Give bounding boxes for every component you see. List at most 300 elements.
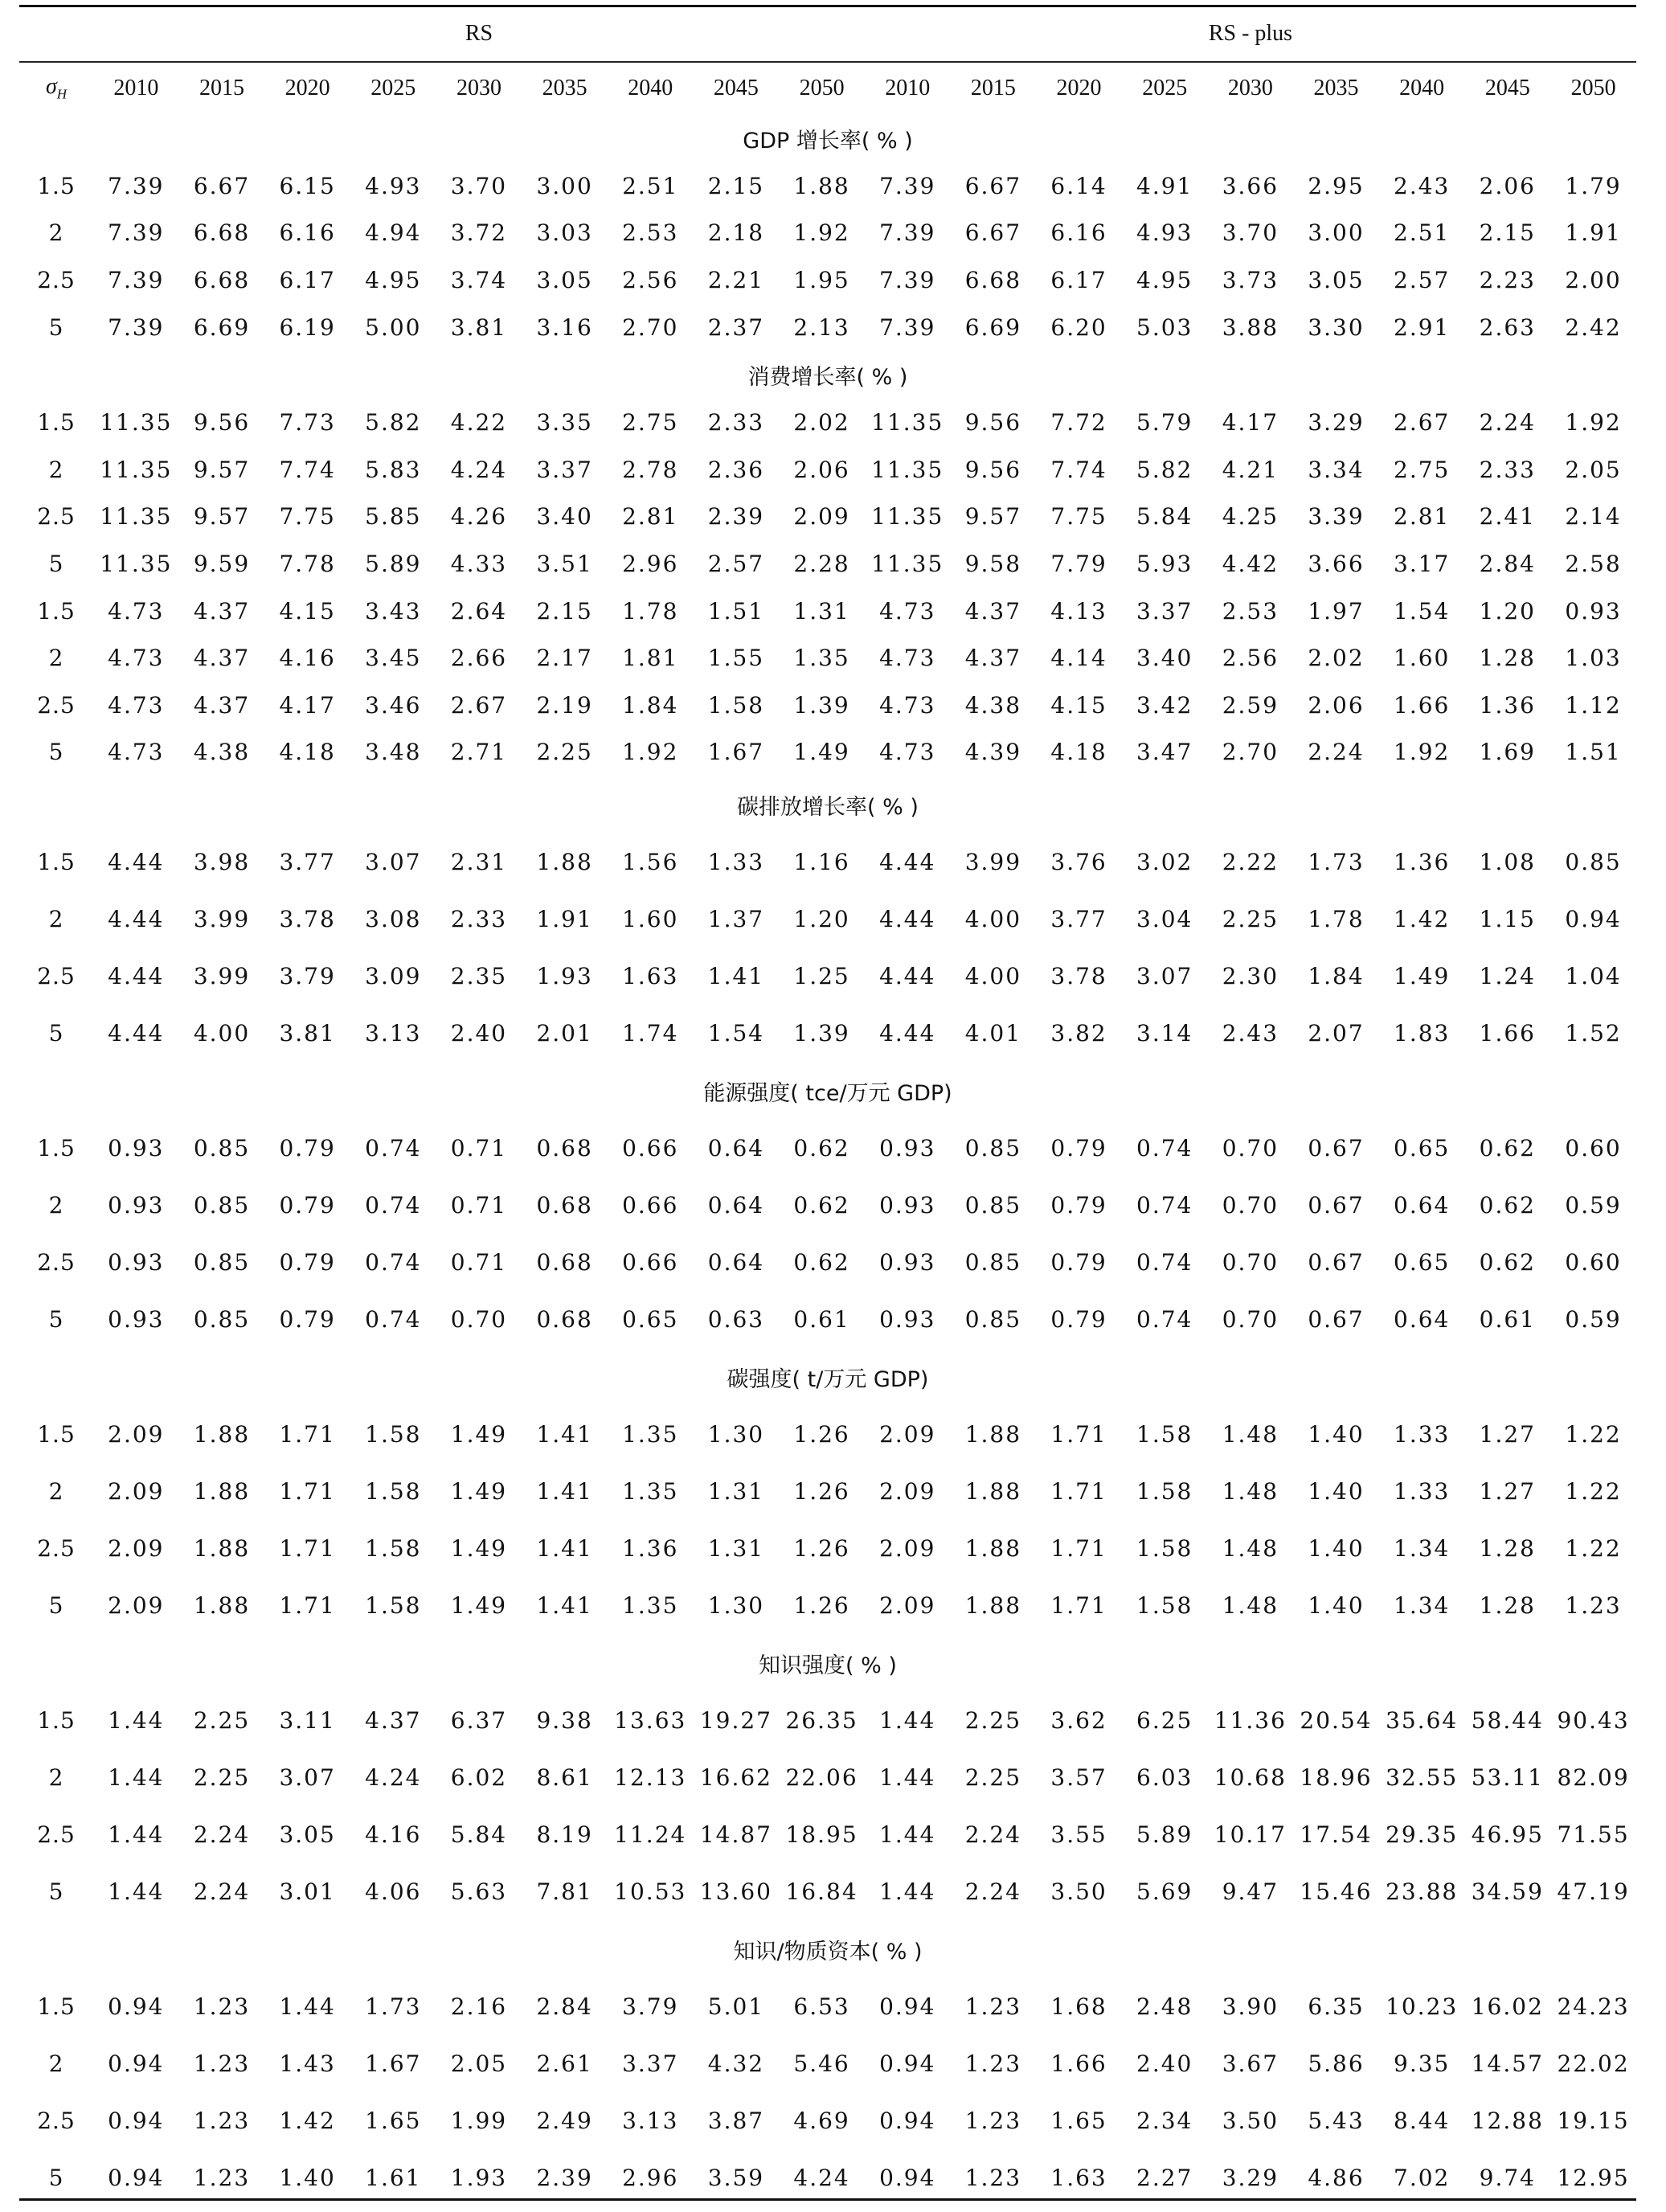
table-cell: 5.83: [365, 456, 422, 483]
table-cell: 2.25: [964, 1707, 1022, 1735]
table-cell: 3.34: [1308, 456, 1365, 483]
section-title-row: [19, 350, 1636, 399]
table-cell: 1.44: [108, 1878, 165, 1906]
table-cell: 3.00: [536, 172, 593, 199]
table-cell: 1.44: [108, 1821, 165, 1849]
table-body: [19, 114, 1636, 2206]
sigma-subscript: H: [56, 86, 68, 102]
table-row: [19, 1520, 1636, 1577]
table-cell: 1.35: [622, 1478, 679, 1505]
table-cell: 2.24: [193, 1878, 251, 1906]
sigma-value-cell: 2: [48, 1764, 64, 1792]
group-header-rs: RS: [465, 21, 493, 46]
table-cell: 4.73: [108, 597, 165, 625]
sigma-value-cell: 5: [48, 2165, 64, 2192]
table-cell: 2.35: [450, 963, 508, 990]
table-cell: 1.42: [279, 2108, 336, 2135]
table-cell: 4.95: [365, 266, 422, 293]
table-cell: 4.32: [707, 2050, 765, 2078]
table-cell: 3.05: [1308, 266, 1365, 293]
section-title-row: [19, 1062, 1636, 1120]
table-cell: 1.03: [1565, 645, 1622, 672]
table-cell: 0.74: [365, 1249, 422, 1276]
table-cell: 0.74: [1136, 1135, 1193, 1162]
table-cell: 4.95: [1136, 266, 1193, 293]
table-cell: 0.64: [707, 1192, 765, 1219]
table-cell: 0.66: [622, 1192, 679, 1219]
table-cell: 1.41: [536, 1535, 593, 1563]
table-cell: 1.44: [108, 1764, 165, 1792]
table-cell: 3.45: [365, 645, 422, 672]
table-cell: 4.18: [1050, 739, 1107, 766]
table-cell: 1.44: [879, 1821, 936, 1849]
table-cell: 3.66: [1222, 172, 1279, 199]
table-cell: 3.16: [536, 313, 593, 341]
table-row: [19, 1749, 1636, 1806]
table-cell: 6.20: [1050, 313, 1107, 341]
table-row: [19, 494, 1636, 541]
table-cell: 0.62: [1479, 1249, 1536, 1276]
table-cell: 1.88: [193, 1592, 251, 1620]
table-cell: 5.93: [1136, 550, 1193, 577]
section-title: 碳强度( t/万元 GDP): [727, 1366, 929, 1392]
table-cell: 1.31: [793, 597, 850, 625]
table-cell: 4.37: [964, 645, 1022, 672]
table-cell: 4.26: [450, 503, 508, 530]
table-cell: 1.71: [1050, 1592, 1107, 1620]
table-cell: 0.67: [1308, 1249, 1365, 1276]
table-cell: 6.16: [1050, 219, 1107, 247]
table-cell: 11.35: [871, 503, 944, 530]
table-cell: 1.43: [279, 2050, 336, 2078]
table-cell: 1.49: [1394, 963, 1451, 990]
table-cell: 7.79: [1050, 550, 1107, 577]
table-cell: 3.99: [964, 849, 1022, 876]
table-cell: 3.59: [707, 2165, 765, 2192]
table-cell: 16.84: [785, 1878, 858, 1906]
table-cell: 9.57: [964, 503, 1022, 530]
table-cell: 1.66: [1050, 2050, 1107, 2078]
table-cell: 3.07: [279, 1764, 336, 1792]
table-cell: 3.43: [365, 597, 422, 625]
table-cell: 2.40: [450, 1020, 508, 1047]
table-cell: 4.73: [879, 645, 936, 672]
table-cell: 7.39: [108, 172, 165, 199]
table-cell: 2.14: [1565, 503, 1622, 530]
table-cell: 10.17: [1214, 1821, 1287, 1849]
section-title: 消费增长率( % ): [747, 364, 908, 390]
table-cell: 4.73: [108, 691, 165, 719]
table-row: [19, 634, 1636, 682]
table-cell: 3.66: [1308, 550, 1365, 577]
table-row: [19, 1177, 1636, 1234]
table-cell: 0.94: [108, 2050, 165, 2078]
table-cell: 4.37: [964, 597, 1022, 625]
table-cell: 0.93: [879, 1306, 936, 1333]
table-cell: 6.19: [279, 313, 336, 341]
table-cell: 0.85: [193, 1249, 251, 1276]
table-cell: 1.26: [793, 1421, 850, 1448]
table-cell: 0.68: [536, 1306, 593, 1333]
table-cell: 4.44: [879, 1020, 936, 1047]
table-cell: 9.47: [1222, 1878, 1279, 1906]
table-cell: 1.49: [450, 1421, 508, 1448]
table-cell: 6.68: [193, 266, 251, 293]
table-cell: 4.33: [450, 550, 508, 577]
table-cell: 1.20: [793, 906, 850, 933]
sigma-value-cell: 5: [48, 313, 64, 341]
year-header-cell: 2020: [1036, 62, 1122, 114]
table-cell: 2.61: [536, 2050, 593, 2078]
sigma-value-cell: 1.5: [37, 172, 76, 199]
table-cell: 0.68: [536, 1249, 593, 1276]
year-header-cell: 2050: [779, 62, 865, 114]
table-cell: 3.81: [450, 313, 508, 341]
year-header-cell: 2030: [436, 62, 522, 114]
table-cell: 0.85: [193, 1192, 251, 1219]
sigma-value-cell: 2: [48, 645, 64, 672]
table-cell: 16.02: [1471, 1993, 1544, 2021]
sigma-h-header: [19, 62, 93, 114]
table-cell: 9.58: [964, 550, 1022, 577]
table-cell: 1.33: [1394, 1421, 1451, 1448]
table-cell: 5.84: [450, 1821, 508, 1849]
sigma-value-cell: 1.5: [37, 409, 76, 436]
table-cell: 2.18: [707, 219, 765, 247]
table-cell: 1.88: [964, 1535, 1022, 1563]
table-cell: 4.00: [964, 963, 1022, 990]
table-cell: 12.95: [1557, 2165, 1630, 2192]
table-cell: 11.35: [100, 456, 173, 483]
table-cell: 1.33: [1394, 1478, 1451, 1505]
table-row: [19, 540, 1636, 588]
sigma-value-cell: 1.5: [37, 1135, 76, 1162]
table-cell: 2.25: [193, 1764, 251, 1792]
year-header-cell: 2045: [694, 62, 780, 114]
table-cell: 7.81: [536, 1878, 593, 1906]
table-cell: 1.44: [279, 1993, 336, 2021]
table-cell: 1.12: [1565, 691, 1622, 719]
table-cell: 2.67: [450, 691, 508, 719]
table-cell: 2.57: [707, 550, 765, 577]
table-cell: 82.09: [1557, 1764, 1630, 1792]
table-cell: 2.66: [450, 645, 508, 672]
table-cell: 9.35: [1394, 2050, 1451, 2078]
table-cell: 0.65: [1394, 1135, 1451, 1162]
table-cell: 3.51: [536, 550, 593, 577]
table-cell: 2.21: [707, 266, 765, 293]
table-cell: 5.46: [793, 2050, 850, 2078]
table-cell: 1.58: [365, 1592, 422, 1620]
table-cell: 2.06: [793, 456, 850, 483]
table-cell: 0.94: [879, 1993, 936, 2021]
table-cell: 3.78: [279, 906, 336, 933]
table-cell: 0.67: [1308, 1192, 1365, 1219]
table-cell: 1.04: [1565, 963, 1622, 990]
table-cell: 1.61: [365, 2165, 422, 2192]
table-cell: 2.09: [108, 1592, 165, 1620]
table-cell: 2.56: [622, 266, 679, 293]
table-cell: 1.26: [793, 1535, 850, 1563]
table-cell: 1.49: [450, 1592, 508, 1620]
table-cell: 1.26: [793, 1592, 850, 1620]
table-cell: 0.70: [1222, 1192, 1279, 1219]
table-cell: 0.74: [365, 1135, 422, 1162]
sigma-value-cell: 2.5: [37, 1249, 76, 1276]
table-cell: 0.94: [1565, 906, 1622, 933]
table-cell: 0.79: [1050, 1249, 1107, 1276]
year-header-cell: 2045: [1465, 62, 1551, 114]
table-cell: 3.02: [1136, 849, 1193, 876]
table-cell: 2.00: [1565, 266, 1622, 293]
table-cell: 4.00: [193, 1020, 251, 1047]
table-cell: 0.94: [108, 1993, 165, 2021]
table-cell: 1.88: [793, 172, 850, 199]
table-cell: 3.14: [1136, 1020, 1193, 1047]
table-cell: 1.88: [536, 849, 593, 876]
table-cell: 4.73: [108, 645, 165, 672]
table-cell: 0.74: [365, 1192, 422, 1219]
table-cell: 6.69: [964, 313, 1022, 341]
table-cell: 4.24: [793, 2165, 850, 2192]
sigma-value-cell: 2.5: [37, 1535, 76, 1563]
table-cell: 1.41: [536, 1478, 593, 1505]
table-cell: 4.01: [964, 1020, 1022, 1047]
year-header-cell: 2050: [1550, 62, 1636, 114]
table-cell: 3.40: [536, 503, 593, 530]
table-cell: 1.26: [793, 1478, 850, 1505]
section-title-row: [19, 1920, 1636, 1978]
table-cell: 0.68: [536, 1192, 593, 1219]
table-cell: 3.90: [1222, 1993, 1279, 2021]
table-cell: 0.79: [279, 1192, 336, 1219]
table-cell: 1.66: [1479, 1020, 1536, 1047]
sigma-value-cell: 5: [48, 1306, 64, 1333]
table-cell: 1.36: [622, 1535, 679, 1563]
table-cell: 1.58: [365, 1535, 422, 1563]
table-cell: 2.23: [1479, 266, 1536, 293]
table-cell: 4.06: [365, 1878, 422, 1906]
table-cell: 1.16: [793, 849, 850, 876]
table-cell: 0.62: [793, 1135, 850, 1162]
table-cell: 4.24: [365, 1764, 422, 1792]
year-header-cell: 2015: [179, 62, 265, 114]
table-row: [19, 1234, 1636, 1291]
table-cell: 1.27: [1479, 1478, 1536, 1505]
table-cell: 2.49: [536, 2108, 593, 2135]
table-cell: 1.92: [1565, 409, 1622, 436]
table-cell: 6.17: [1050, 266, 1107, 293]
table-cell: 24.23: [1557, 1993, 1630, 2021]
table-row: [19, 1463, 1636, 1520]
table-header: [19, 6, 1636, 114]
table-cell: 5.03: [1136, 313, 1193, 341]
table-cell: 4.86: [1308, 2165, 1365, 2192]
table-cell: 15.46: [1300, 1878, 1373, 1906]
table-cell: 5.63: [450, 1878, 508, 1906]
table-cell: 4.22: [450, 409, 508, 436]
table-cell: 1.34: [1394, 1535, 1451, 1563]
table-cell: 3.70: [450, 172, 508, 199]
table-cell: 0.70: [1222, 1306, 1279, 1333]
table-cell: 3.57: [1050, 1764, 1107, 1792]
table-cell: 2.43: [1222, 1020, 1279, 1047]
table-cell: 1.39: [793, 1020, 850, 1047]
table-cell: 4.00: [964, 906, 1022, 933]
table-cell: 1.23: [964, 2165, 1022, 2192]
table-cell: 1.24: [1479, 963, 1536, 990]
table-cell: 3.05: [536, 266, 593, 293]
table-cell: 8.61: [536, 1764, 593, 1792]
table-cell: 2.96: [622, 2165, 679, 2192]
table-cell: 0.79: [279, 1135, 336, 1162]
results-table: [19, 6, 1636, 2206]
table-cell: 0.79: [279, 1249, 336, 1276]
table-cell: 13.60: [699, 1878, 772, 1906]
table-cell: 3.70: [1222, 219, 1279, 247]
table-cell: 8.19: [536, 1821, 593, 1849]
table-cell: 6.67: [964, 172, 1022, 199]
table-cell: 2.24: [964, 1821, 1022, 1849]
sigma-value-cell: 2: [48, 2050, 64, 2078]
table-row: [19, 1806, 1636, 1863]
table-cell: 3.79: [622, 1993, 679, 2021]
table-cell: 7.78: [279, 550, 336, 577]
table-cell: 2.53: [1222, 597, 1279, 625]
table-cell: 5.85: [365, 503, 422, 530]
year-header-cell: 2015: [951, 62, 1037, 114]
table-cell: 2.67: [1394, 409, 1451, 436]
table-cell: 0.85: [964, 1306, 1022, 1333]
table-cell: 5.00: [365, 313, 422, 341]
table-cell: 5.89: [1136, 1821, 1193, 1849]
table-row: [19, 948, 1636, 1005]
table-cell: 1.71: [1050, 1535, 1107, 1563]
table-cell: 1.23: [1565, 1592, 1622, 1620]
table-cell: 1.28: [1479, 645, 1536, 672]
table-cell: 1.42: [1394, 906, 1451, 933]
table-cell: 4.93: [1136, 219, 1193, 247]
table-cell: 0.85: [964, 1135, 1022, 1162]
table-cell: 1.73: [1308, 849, 1365, 876]
table-cell: 5.69: [1136, 1878, 1193, 1906]
table-cell: 7.72: [1050, 409, 1107, 436]
table-cell: 47.19: [1557, 1878, 1630, 1906]
table-cell: 4.37: [193, 645, 251, 672]
table-cell: 6.35: [1308, 1993, 1365, 2021]
table-cell: 0.64: [1394, 1306, 1451, 1333]
table-cell: 9.57: [193, 503, 251, 530]
table-cell: 2.07: [1308, 1020, 1365, 1047]
table-cell: 2.15: [707, 172, 765, 199]
table-cell: 4.42: [1222, 550, 1279, 577]
table-cell: 11.35: [100, 409, 173, 436]
table-cell: 6.68: [964, 266, 1022, 293]
table-cell: 4.17: [279, 691, 336, 719]
table-cell: 1.55: [707, 645, 765, 672]
table-cell: 1.79: [1565, 172, 1622, 199]
table-cell: 26.35: [785, 1707, 858, 1735]
table-cell: 0.74: [1136, 1192, 1193, 1219]
table-cell: 3.03: [536, 219, 593, 247]
table-cell: 2.16: [450, 1993, 508, 2021]
table-cell: 1.44: [879, 1764, 936, 1792]
table-cell: 0.63: [707, 1306, 765, 1333]
table-cell: 4.17: [1222, 409, 1279, 436]
table-cell: 1.58: [1136, 1535, 1193, 1563]
table-cell: 1.31: [707, 1535, 765, 1563]
table-cell: 3.81: [279, 1020, 336, 1047]
table-cell: 2.22: [1222, 849, 1279, 876]
table-cell: 1.40: [1308, 1535, 1365, 1563]
table-cell: 14.87: [699, 1821, 772, 1849]
table-cell: 3.37: [1136, 597, 1193, 625]
table-cell: 6.67: [193, 172, 251, 199]
table-cell: 7.74: [279, 456, 336, 483]
table-cell: 3.87: [707, 2108, 765, 2135]
table-cell: 11.36: [1214, 1707, 1287, 1735]
table-cell: 22.06: [785, 1764, 858, 1792]
table-cell: 6.37: [450, 1707, 508, 1735]
table-cell: 7.39: [879, 313, 936, 341]
table-cell: 1.91: [1565, 219, 1622, 247]
year-header-cell: 2030: [1208, 62, 1294, 114]
table-cell: 1.49: [793, 739, 850, 766]
table-cell: 11.35: [871, 456, 944, 483]
table-cell: 4.44: [108, 906, 165, 933]
table-cell: 2.56: [1222, 645, 1279, 672]
table-cell: 3.79: [279, 963, 336, 990]
table-cell: 3.77: [279, 849, 336, 876]
table-cell: 1.48: [1222, 1592, 1279, 1620]
table-cell: 3.67: [1222, 2050, 1279, 2078]
table-cell: 4.93: [365, 172, 422, 199]
table-cell: 1.71: [279, 1592, 336, 1620]
table-cell: 0.68: [536, 1135, 593, 1162]
table-cell: 2.24: [1479, 409, 1536, 436]
table-cell: 3.29: [1222, 2165, 1279, 2192]
table-cell: 2.33: [450, 906, 508, 933]
table-cell: 1.20: [1479, 597, 1536, 625]
table-cell: 2.15: [536, 597, 593, 625]
table-row: [19, 682, 1636, 729]
table-cell: 2.09: [108, 1535, 165, 1563]
table-cell: 3.13: [622, 2108, 679, 2135]
table-cell: 3.01: [279, 1878, 336, 1906]
table-cell: 13.63: [614, 1707, 687, 1735]
table-cell: 6.69: [193, 313, 251, 341]
table-cell: 2.53: [622, 219, 679, 247]
table-cell: 7.39: [108, 313, 165, 341]
table-cell: 2.31: [450, 849, 508, 876]
section-title-row: [19, 776, 1636, 834]
section-title: 知识/物质资本( % ): [733, 1939, 923, 1964]
table-cell: 1.30: [707, 1592, 765, 1620]
table-cell: 6.67: [964, 219, 1022, 247]
table-cell: 5.89: [365, 550, 422, 577]
table-cell: 1.41: [707, 963, 765, 990]
table-cell: 1.63: [1050, 2165, 1107, 2192]
table-row: [19, 729, 1636, 776]
section-title: 知识强度( % ): [759, 1653, 897, 1678]
table-cell: 0.74: [1136, 1306, 1193, 1333]
table-cell: 0.93: [108, 1135, 165, 1162]
sigma-value-cell: 2: [48, 1192, 64, 1219]
table-cell: 1.78: [622, 597, 679, 625]
table-cell: 1.22: [1565, 1535, 1622, 1563]
table-cell: 2.43: [1394, 172, 1451, 199]
table-cell: 46.95: [1471, 1821, 1544, 1849]
